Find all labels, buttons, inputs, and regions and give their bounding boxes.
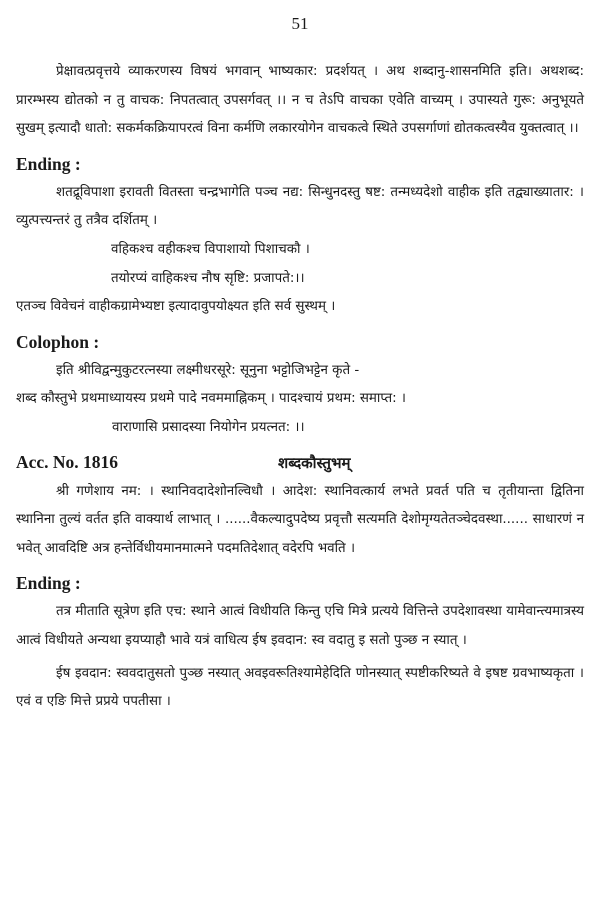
accession-number: Acc. No. 1816: [16, 451, 119, 472]
colophon-line-2: शब्द कौस्तुभे प्रथमाध्यायस्य प्रथमे पादे नवममाह्निकम् । पादश्चायं प्रथम: समाप्त: ।: [16, 391, 406, 407]
accession-paragraph: श्री गणेशाय नम: । स्थानिवदादेशोनल्विधौ । आदेश: स्थानिवत्कार्य लभते प्रवर्त पति च तृतीयान्ता द्वितिना स्थानिना तुल्यं वर्तत इति वाक्यार्थ लाभात् । ......वैकल्यादुपदेष्य प्रवृत्तौ सत्यमति देशोमृग्यतेतञ्चेदवस्था...... साधारणं न भवेत् आवदिष्टि अत्र हन्तेर्विधीयमानमात्मने पदमतिदेशात् वदेरपि भवति ।: [16, 483, 584, 556]
ending2-paragraph-1: तत्र मीताति सूत्रेण इति एच: स्थाने आत्वं विधीयति किन्तु एचि मित्रे प्रत्यये वित्तिन्ते उपदेशावस्था यामेवान्त्यमात्रस्य आत्वं विधीयते अन्यथा इयप्याहौ भावे यत्रं वाधित्य ईष इवदान: स्व वदातु इ सतो पुञ्छ न स्यात् ।: [16, 604, 584, 648]
intro-paragraph: प्रेक्षावत्प्रवृत्तये व्याकरणस्य विषयं भगवान् भाष्यकार: प्रदर्शयत् । अथ शब्दानु-शासनमिति इति। अथशब्द: प्रारम्भस्य द्योतको न तु वाचक: निपतत्वात् उपसर्गवत् ।। न च तेऽपि वाचका एवेति वाच्यम् । उपास्यते गुरू: अनुभूयते सुखम् इत्यादौ धातो: सकर्मकक्रियापरत्वं विना कर्मणि लकारयोगेन वाचकत्वे स्थिते उपसर्गाणां द्योतकत्वस्यैव युक्तत्वात् ।।: [16, 64, 584, 137]
verse-line-2: तयोरप्यं वाहिकश्च नौष सृष्टि: प्रजापते:।।: [111, 270, 305, 286]
ending-heading-2: Ending :: [16, 573, 81, 594]
ending2-paragraph-2: ईष इवदान: स्ववदातुसतो पुञ्छ नस्यात् अवइवरूतिश्यामेहेदिति णोनस्यात् स्पष्टीकरिष्यते वे इषष्ट ग्रवभाष्यकृता । एवं व एङि मित्ते प्रप्रये पपतीसा ।: [16, 665, 584, 710]
page-number: 51: [291, 14, 309, 33]
ending1-last-line: एतञ्च विवेचनं वाहीकग्रामेभ्यष्टा इत्यादावुपयोक्ष्यत इति सर्व सुस्थम् ।: [16, 299, 336, 315]
manuscript-title: शब्दकौस्तुभम्: [278, 453, 351, 472]
ending1-paragraph: शतद्रूविपाशा इरावती वितस्ता चन्द्रभागेति पञ्च नद्य: सिन्धुनदस्तु षष्ट: तन्मध्यदेशो वाहीक इति तद्व्याख्यातार: । व्युत्पत्त्यन्तरं तु तत्रैव दर्शितम् ।: [16, 184, 584, 229]
accession-row: [16, 449, 584, 476]
colophon-line-1: इति श्रीविद्वन्मुकुटरत्नस्या लक्ष्मीधरसूरे: सूनुना भट्टोजिभट्टेन कृते -: [56, 362, 360, 378]
colophon-line-3: वाराणासि प्रसादस्या नियोगेन प्रयत्नत: ।।: [112, 419, 305, 435]
page-content: [16, 58, 584, 717]
ending-heading-1: Ending :: [16, 153, 81, 174]
colophon-heading: Colophon :: [16, 331, 100, 352]
verse-line-1: वहिकश्च वहीकश्च विपाशायो पिशाचकौ ।: [111, 241, 310, 257]
